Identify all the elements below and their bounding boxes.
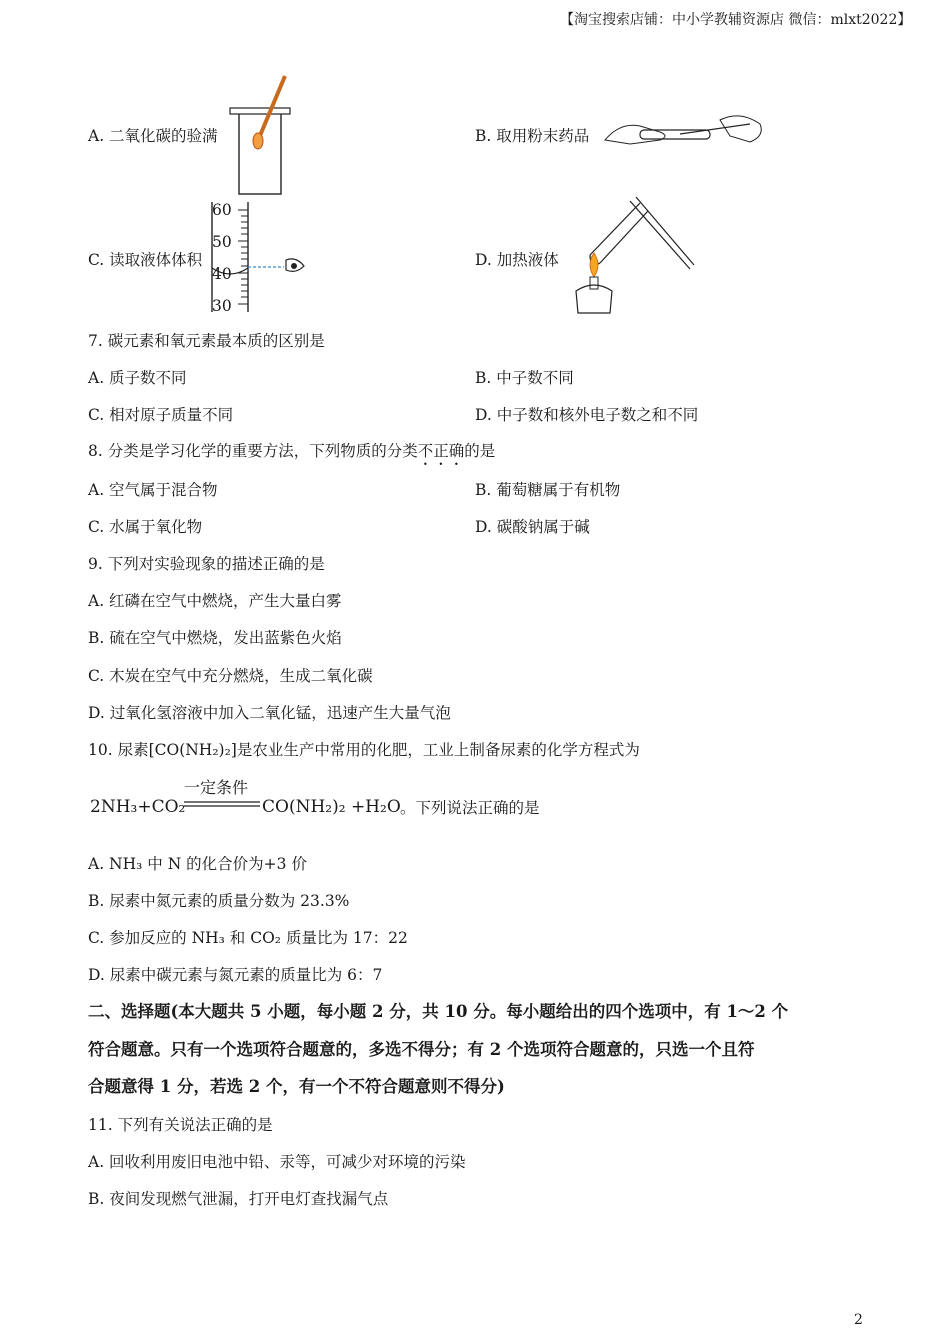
q9-option-a: A. 红磷在空气中燃烧，产生大量白雾 xyxy=(88,592,342,610)
q10-equation-condition: 一定条件 xyxy=(184,778,249,797)
q8-option-d: D. 碳酸钠属于碱 xyxy=(475,518,590,536)
q6-option-a: A. 二氧化碳的验满 xyxy=(88,127,218,145)
q11-stem: 11. 下列有关说法正确的是 xyxy=(88,1116,273,1134)
q6-option-b: B. 取用粉末药品 xyxy=(475,127,590,145)
q10-option-b: B. 尿素中氮元素的质量分数为 23.3% xyxy=(88,892,350,910)
q7-option-b: B. 中子数不同 xyxy=(475,369,574,387)
q11-option-b: B. 夜间发现燃气泄漏，打开电灯查找漏气点 xyxy=(88,1190,389,1208)
q6-option-d: D. 加热液体 xyxy=(475,251,559,269)
q10-option-d: D. 尿素中碳元素与氮元素的质量比为 6：7 xyxy=(88,966,383,984)
q9-option-d: D. 过氧化氢溶液中加入二氧化锰，迅速产生大量气泡 xyxy=(88,704,451,722)
q9-option-c: C. 木炭在空气中充分燃烧，生成二氧化碳 xyxy=(88,667,373,685)
q10-option-c: C. 参加反应的 NH₃ 和 CO₂ 质量比为 17：22 xyxy=(88,929,408,947)
page-header: 【淘宝搜索店铺：中小学教辅资源店 微信：mlxt2022】 xyxy=(560,12,912,28)
q7-option-a: A. 质子数不同 xyxy=(88,369,187,387)
q10-equation-tail: 。下列说法正确的是 xyxy=(400,799,540,817)
q8-option-a: A. 空气属于混合物 xyxy=(88,481,218,499)
q10-equation-left: 2NH₃+CO₂ xyxy=(90,797,186,817)
q8-stem-emphasis: 不正确 xyxy=(417,442,465,460)
cylinder-tick-50: 50 xyxy=(212,233,232,251)
q9-stem: 9. 下列对实验现象的描述正确的是 xyxy=(88,555,325,573)
q8-stem xyxy=(88,441,495,469)
equation-equals-sign xyxy=(184,801,260,807)
cylinder-tick-40: 40 xyxy=(212,265,232,283)
heating-liquid-figure xyxy=(560,195,700,320)
q8-stem-pre: 8. 分类是学习化学的重要方法，下列物质的分类 xyxy=(88,442,418,460)
cylinder-tick-60: 60 xyxy=(212,201,232,219)
q8-stem-post: 的是 xyxy=(464,442,496,460)
q11-option-a: A. 回收利用废旧电池中铅、汞等，可减少对环境的污染 xyxy=(88,1153,466,1171)
page-number: 2 xyxy=(854,1312,863,1328)
section2-heading-line2: 符合题意。只有一个选项符合题意的，多选不得分；有 2 个选项符合题意的，只选一个且符 xyxy=(88,1040,755,1059)
cylinder-tick-30: 30 xyxy=(212,297,232,315)
section2-heading-line1: 二、选择题(本大题共 5 小题，每小题 2 分，共 10 分。每小题给出的四个选项中，有 1～2 个 xyxy=(88,1002,789,1021)
q8-option-b: B. 葡萄糖属于有机物 xyxy=(475,481,621,499)
q7-option-c: C. 相对原子质量不同 xyxy=(88,406,234,424)
q10-stem: 10. 尿素[CO(NH₂)₂]是农业生产中常用的化肥，工业上制备尿素的化学方程式为 xyxy=(88,741,640,759)
co2-full-test-figure xyxy=(225,72,295,196)
q9-option-b: B. 硫在空气中燃烧，发出蓝紫色火焰 xyxy=(88,629,342,647)
powder-sampling-figure xyxy=(600,110,770,155)
q10-option-a: A. NH₃ 中 N 的化合价为+3 价 xyxy=(88,855,307,873)
q8-option-c: C. 水属于氧化物 xyxy=(88,518,203,536)
q10-equation-right: CO(NH₂)₂ +H₂O xyxy=(262,797,401,817)
section2-heading-line3: 合题意得 1 分，若选 2 个，有一个不符合题意则不得分) xyxy=(88,1077,505,1096)
q7-option-d: D. 中子数和核外电子数之和不同 xyxy=(475,406,699,424)
q7-stem: 7. 碳元素和氧元素最本质的区别是 xyxy=(88,332,325,350)
q6-option-c: C. 读取液体体积 xyxy=(88,251,203,269)
